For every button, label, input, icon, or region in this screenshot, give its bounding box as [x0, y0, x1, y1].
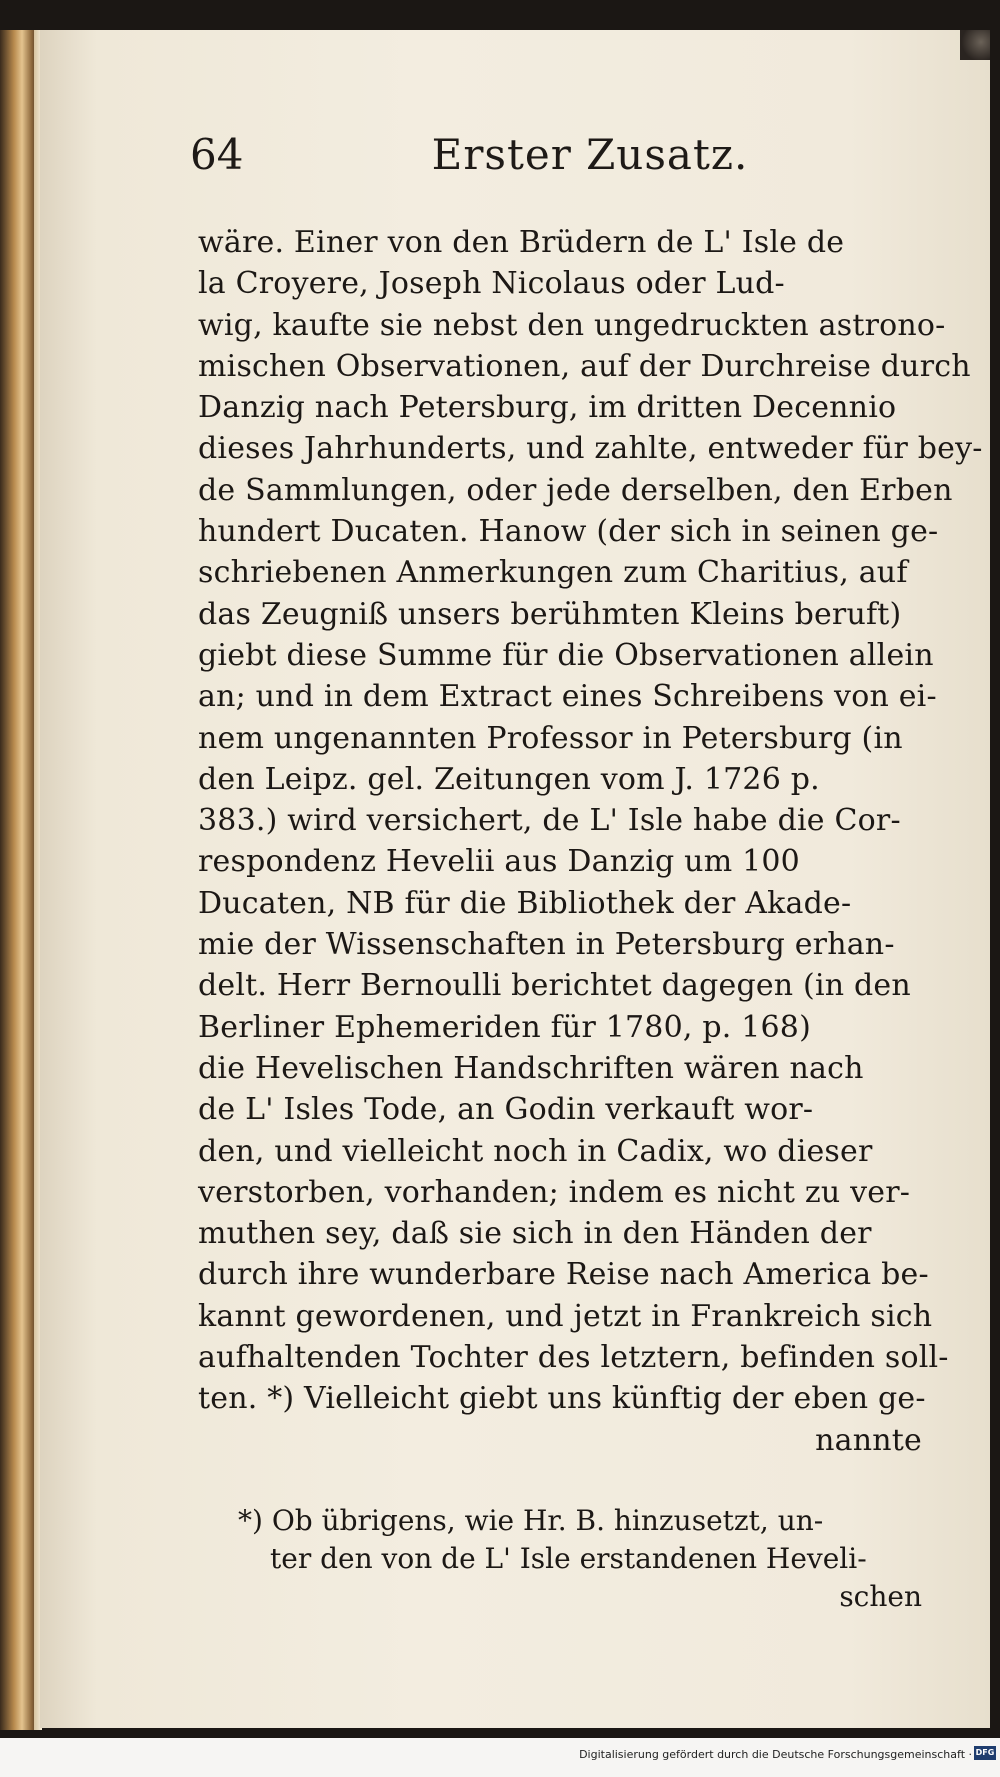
running-head-title: Erster Zusatz.: [431, 130, 749, 179]
text-line: aufhaltenden Tochter des letztern, befinden soll-: [198, 1340, 949, 1376]
text-line: de Sammlungen, oder jede derselben, den Erben: [198, 472, 953, 508]
text-line: la Croyere, Joseph Nicolaus oder Lud-: [198, 266, 785, 302]
text-line: den, und vielleicht noch in Cadix, wo dieser: [198, 1133, 873, 1169]
text-line: schriebenen Anmerkungen zum Charitius, auf: [198, 555, 908, 591]
running-head: [150, 130, 940, 200]
page-corner: [960, 30, 990, 60]
text-line: kannt gewordenen, und jetzt in Frankreich sich: [198, 1298, 933, 1334]
text-line: wig, kaufte sie nebst den ungedruckten astrono-: [198, 307, 946, 343]
digitization-credit: Digitalisierung gefördert durch die Deutsche Forschungsgemeinschaft ·: [579, 1748, 972, 1761]
text-line: 383.) wird versichert, de L' Isle habe die Cor-: [198, 803, 901, 839]
body-text: [198, 222, 983, 1461]
catchword: nannte: [815, 1422, 922, 1458]
text-line: hundert Ducaten. Hanow (der sich in seinen ge-: [198, 514, 939, 550]
text-line: mie der Wissenschaften in Petersburg erhan-: [198, 927, 895, 963]
text-line: Ducaten, NB für die Bibliothek der Akade-: [198, 885, 852, 921]
text-line: dieses Jahrhunderts, und zahlte, entweder für bey-: [198, 431, 983, 467]
page-number: 64: [190, 130, 244, 179]
text-line: muthen sey, daß sie sich in den Händen der: [198, 1216, 872, 1252]
footnote-catchword: schen: [839, 1580, 922, 1613]
text-line: mischen Observationen, auf der Durchreise durch: [198, 348, 971, 384]
footnote-line: *) Ob übrigens, wie Hr. B. hinzusetzt, un-: [238, 1504, 824, 1537]
footnote: [238, 1502, 922, 1616]
text-line: nem ungenannten Professor in Petersburg (in: [198, 720, 903, 756]
text-line: wäre. Einer von den Brüdern de L' Isle de: [198, 225, 845, 260]
text-line: ten. *) Vielleicht giebt uns künftig der eben ge-: [198, 1381, 926, 1417]
text-line: de L' Isles Tode, an Godin verkauft wor-: [198, 1092, 814, 1128]
dfg-logo: DFG: [974, 1746, 996, 1760]
text-line: Danzig nach Petersburg, im dritten Decennio: [198, 390, 897, 426]
text-line: verstorben, vorhanden; indem es nicht zu ver-: [198, 1174, 911, 1210]
text-line: die Hevelischen Handschriften wären nach: [198, 1050, 864, 1086]
text-line: delt. Herr Bernoulli berichtet dagegen (in den: [198, 968, 911, 1004]
text-line: an; und in dem Extract eines Schreibens von ei-: [198, 679, 937, 715]
text-line: das Zeugniß unsers berühmten Kleins beruft): [198, 596, 902, 632]
text-line: den Leipz. gel. Zeitungen vom J. 1726 p.: [198, 761, 820, 797]
text-line: giebt diese Summe für die Observationen allein: [198, 637, 934, 673]
text-line: durch ihre wunderbare Reise nach America be-: [198, 1257, 929, 1293]
text-line: respondenz Hevelii aus Danzig um 100: [198, 844, 800, 880]
footnote-line: ter den von de L' Isle erstandenen Heveli-: [270, 1542, 867, 1575]
text-line: Berliner Ephemeriden für 1780, p. 168): [198, 1009, 811, 1045]
